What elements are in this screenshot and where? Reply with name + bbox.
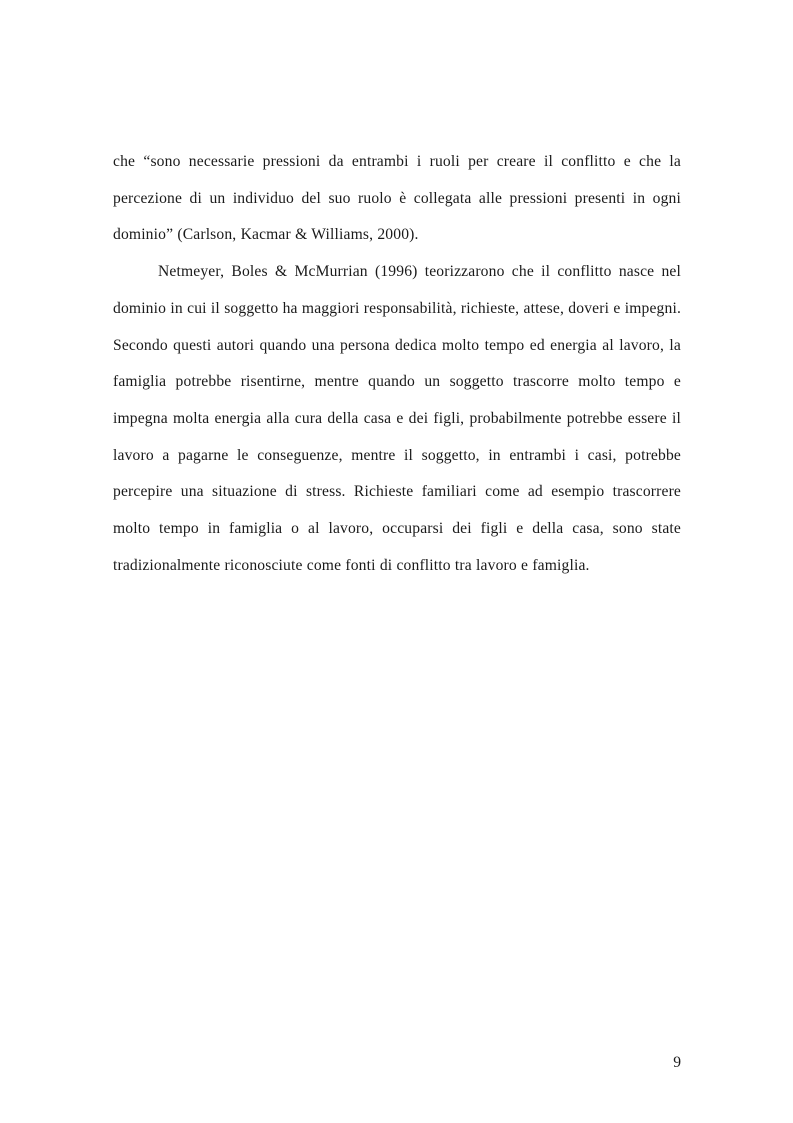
paragraph-quote-carlson: che “sono necessarie pressioni da entrambi i ruoli per creare il conflitto e che la percezione di un individuo del suo ruolo è collegata alle pressioni presenti in ogni dominio” (Carlson, Kacmar & Williams, 2000). <box>113 153 681 244</box>
paragraph-netmeyer-boles-mcmurrian: Netmeyer, Boles & McMurrian (1996) teorizzarono che il conflitto nasce nel dominio in cui il soggetto ha maggiori responsabilità, richieste, attese, doveri e impegni. Secondo questi autori quando una persona dedica molto tempo ed energia al lavoro, la famiglia potrebbe risentirne, mentre quando un soggetto trascorre molto tempo e impegna molta energia alla cura della casa e dei figli, probabilmente potrebbe essere il lavoro a pagarne le conseguenze, mentre il soggetto, in entrambi i casi, potrebbe percepire una situazione di stress. Richieste familiari come ad esempio trascorrere molto tempo in famiglia o al lavoro, occuparsi dei figli e della casa, sono state tradizionalmente riconosciute come fonti di conflitto tra lavoro e famiglia. <box>113 263 681 574</box>
document-text-body <box>113 144 681 584</box>
page-number: 9 <box>673 1054 681 1071</box>
